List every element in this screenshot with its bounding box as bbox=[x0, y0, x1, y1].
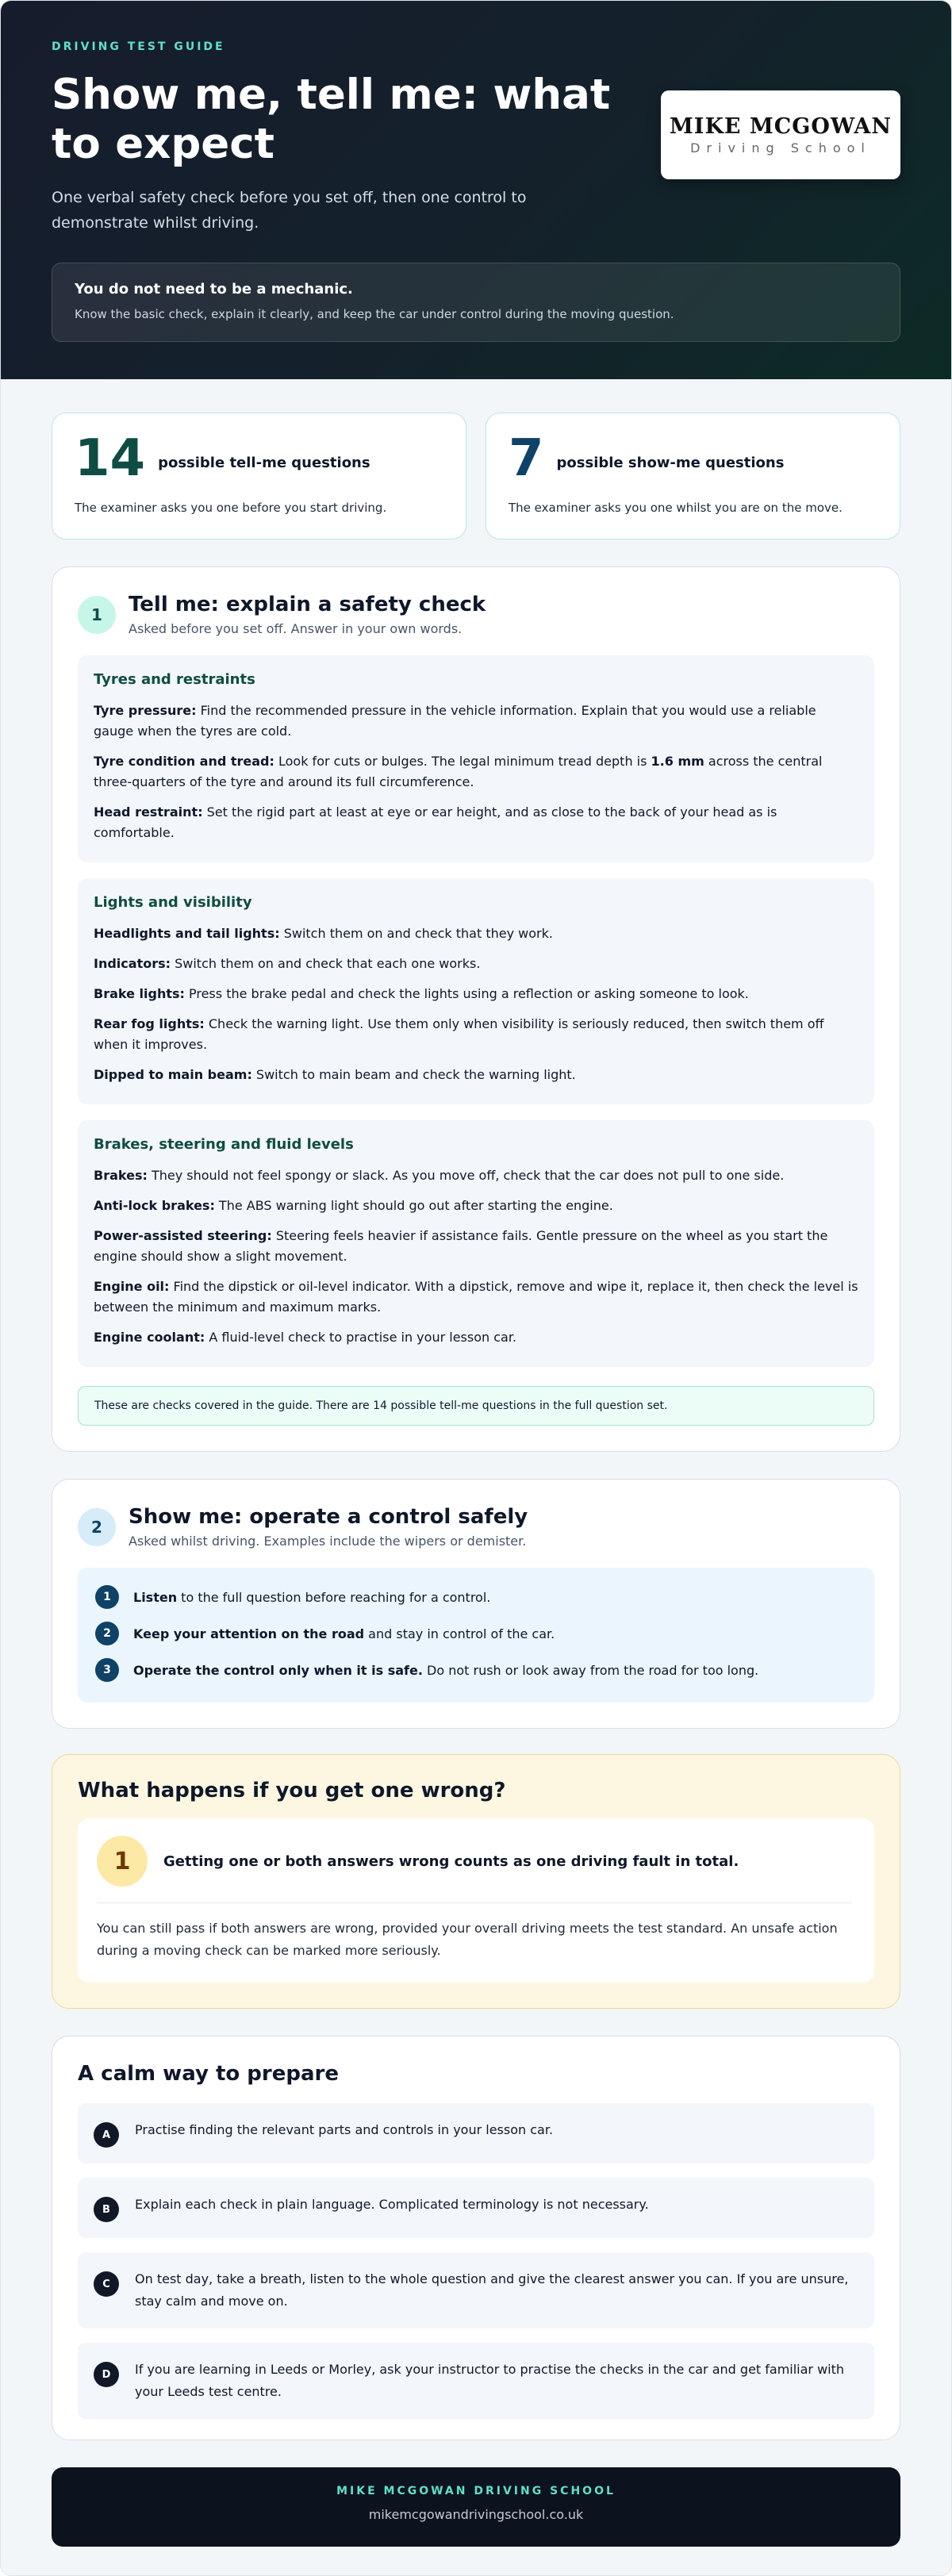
prepare-section bbox=[52, 2036, 900, 2440]
tip-letter: C bbox=[94, 2271, 119, 2297]
stat-card-show bbox=[486, 413, 900, 539]
fault-box bbox=[78, 1818, 874, 1983]
stat-card-tell bbox=[52, 413, 466, 539]
check-item: Engine oil: Find the dipstick or oil-level indicator. With a dipstick, remove and wipe it, replace it, then check the level is between the minimum and maximum marks. bbox=[94, 1279, 858, 1315]
check-item: Tyre condition and tread: Look for cuts or bulges. The legal minimum tread depth is 1.6 mm across the central three-quarters of the tyre and around its full circumference. bbox=[94, 754, 823, 789]
section-title: What happens if you get one wrong? bbox=[78, 1779, 506, 1802]
check-item: Rear fog lights: Check the warning light. Use them only when visibility is seriously reduced, then switch them off when it improves. bbox=[94, 1016, 824, 1052]
step-number: 2 bbox=[95, 1622, 119, 1645]
step-item: 2 Keep your attention on the road and stay in control of the car. bbox=[95, 1622, 857, 1645]
logo-name: MIKE MCGOWAN bbox=[669, 114, 892, 139]
step-item: 3 Operate the control only when it is safe. Do not rush or look away from the road for too long. bbox=[95, 1658, 857, 1682]
notice-title: You do not need to be a mechanic. bbox=[75, 281, 353, 298]
mechanic-notice bbox=[52, 263, 900, 342]
group-lights-visibility bbox=[78, 878, 874, 1104]
tip-letter: D bbox=[94, 2362, 119, 2387]
stat-number: 7 bbox=[509, 429, 544, 488]
step-number: 3 bbox=[95, 1658, 119, 1682]
section-subtitle: Asked whilst driving. Examples include the wipers or demister. bbox=[129, 1534, 527, 1549]
check-item: Head restraint: Set the rigid part at least at eye or ear height, and as close to the back of your head as is comfortable. bbox=[94, 804, 777, 840]
stat-desc: The examiner asks you one whilst you are on the move. bbox=[509, 501, 843, 515]
check-item: Brake lights: Press the brake pedal and check the lights using a reflection or asking someone to look. bbox=[94, 986, 749, 1001]
section-header bbox=[52, 567, 900, 636]
page-title: Show me, tell me: what to expect bbox=[52, 71, 611, 168]
stat-desc: The examiner asks you one before you start driving. bbox=[75, 501, 387, 515]
school-logo[interactable] bbox=[661, 90, 900, 179]
step-item: 1 Listen to the full question before reaching for a control. bbox=[95, 1585, 857, 1609]
check-item: Power-assisted steering: Steering feels heavier if assistance fails. Gentle pressure on the wheel as you start the engine should show a slight movement. bbox=[94, 1228, 828, 1264]
check-item: Brakes: They should not feel spongy or slack. As you move off, check that the car does not pull to one side. bbox=[94, 1168, 785, 1183]
wrong-answer-section bbox=[52, 1754, 900, 2009]
section-number-badge: 2 bbox=[78, 1508, 116, 1546]
show-me-steps bbox=[78, 1568, 874, 1703]
fault-headline: Getting one or both answers wrong counts as one driving fault in total. bbox=[163, 1852, 739, 1870]
check-item: Dipped to main beam: Switch to main beam and check the warning light. bbox=[94, 1067, 576, 1082]
section-header bbox=[52, 1480, 900, 1549]
check-item: Anti-lock brakes: The ABS warning light should go out after starting the engine. bbox=[94, 1198, 613, 1213]
check-item: Engine coolant: A fluid-level check to practise in your lesson car. bbox=[94, 1330, 517, 1345]
check-item: Tyre pressure: Find the recommended pressure in the vehicle information. Explain that you would use a reliable gauge when the tyres are cold. bbox=[94, 703, 816, 739]
notice-text: Know the basic check, explain it clearly, and keep the car under control during the moving question. bbox=[75, 307, 674, 321]
tip-text: On test day, take a breath, listen to the whole question and give the clearest answer you can. If you are unsure, stay calm and move on. bbox=[135, 2271, 849, 2309]
stat-label: possible tell-me questions bbox=[158, 454, 370, 471]
footer bbox=[52, 2467, 900, 2547]
step-number: 1 bbox=[95, 1585, 119, 1609]
section-number-badge: 1 bbox=[78, 596, 116, 634]
section-title: Tell me: explain a safety check bbox=[129, 593, 486, 616]
stats-row bbox=[1, 379, 951, 539]
fault-explanation: You can still pass if both answers are wrong, provided your overall driving meets the test standard. An unsafe action during a moving check can be marked more seriously. bbox=[97, 1921, 838, 1958]
tip-letter: A bbox=[94, 2122, 119, 2148]
group-title: Tyres and restraints bbox=[94, 671, 255, 688]
tip-text: Practise finding the relevant parts and controls in your lesson car. bbox=[135, 2122, 554, 2137]
tip-item bbox=[78, 2178, 874, 2238]
section-subtitle: Asked before you set off. Answer in your own words. bbox=[129, 621, 463, 636]
tip-item bbox=[78, 2343, 874, 2419]
section-title: A calm way to prepare bbox=[78, 2062, 339, 2086]
tip-letter: B bbox=[94, 2197, 119, 2222]
check-item: Indicators: Switch them on and check that each one works. bbox=[94, 956, 481, 971]
stat-label: possible show-me questions bbox=[556, 454, 785, 471]
tip-text: Explain each check in plain language. Complicated terminology is not necessary. bbox=[135, 2197, 649, 2212]
group-tyres-restraints bbox=[78, 655, 874, 862]
section-title: Show me: operate a control safely bbox=[129, 1505, 528, 1529]
group-brakes-steering-fluids bbox=[78, 1120, 874, 1367]
logo-subtitle: Driving School bbox=[690, 140, 871, 155]
tell-me-section bbox=[52, 566, 900, 1452]
tip-text: If you are learning in Leeds or Morley, ask your instructor to practise the checks in the car and get familiar with your Leeds test centre. bbox=[135, 2362, 845, 2399]
footer-school-name: MIKE MCGOWAN DRIVING SCHOOL bbox=[336, 2485, 616, 2497]
group-title: Brakes, steering and fluid levels bbox=[94, 1136, 354, 1153]
tip-item bbox=[78, 2103, 874, 2163]
show-me-section bbox=[52, 1479, 900, 1729]
eyebrow: DRIVING TEST GUIDE bbox=[52, 40, 225, 53]
fault-count-badge: 1 bbox=[97, 1836, 148, 1887]
hero-header bbox=[1, 1, 951, 379]
stat-number: 14 bbox=[75, 429, 146, 488]
check-item: Headlights and tail lights: Switch them on and check that they work. bbox=[94, 926, 553, 941]
footer-website-link[interactable]: mikemcgowandrivingschool.co.uk bbox=[368, 2507, 584, 2522]
tip-item bbox=[78, 2252, 874, 2328]
lead-text: One verbal safety check before you set off, then one control to demonstrate whilst driving. bbox=[52, 189, 527, 232]
tell-me-note: These are checks covered in the guide. There are 14 possible tell-me questions in the full question set. bbox=[78, 1386, 874, 1426]
group-title: Lights and visibility bbox=[94, 894, 252, 911]
